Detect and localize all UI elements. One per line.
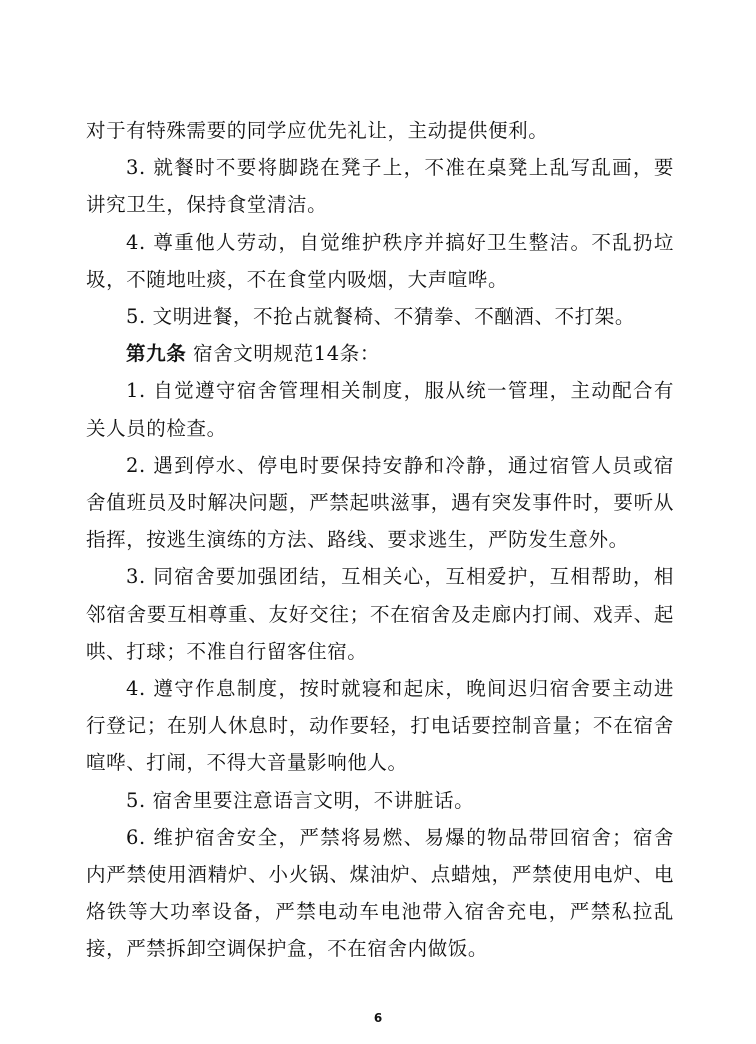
paragraph-rule-6: 6. 维护宿舍安全，严禁将易燃、易爆的物品带回宿舍；宿舍内严禁使用酒精炉、小火锅、煤油炉、点蜡烛，严禁使用电炉、电烙铁等大功率设备，严禁电动车电池带入宿舍充电，严禁私拉乱接，严禁拆卸空调保护盒，不在宿舍内做饭。 xyxy=(86,825,674,961)
paragraph-item-5: 5. 文明进餐，不抢占就餐椅、不猜拳、不酗酒、不打架。 xyxy=(126,305,636,329)
paragraph-rule-1: 1. 自觉遵守宿舍管理相关制度，服从统一管理，主动配合有关人员的检查。 xyxy=(86,379,674,440)
article-label: 第九条 xyxy=(126,342,187,366)
paragraph-continuation: 对于有特殊需要的同学应优先礼让，主动提供便利。 xyxy=(86,119,549,142)
document-body xyxy=(86,112,674,968)
article-heading xyxy=(86,335,674,372)
paragraph-rule-4: 4. 遵守作息制度，按时就寝和起床，晚间迟归宿舍要主动进行登记；在别人休息时，动作要轻，打电话要控制音量；不在宿舍喧哗、打闹，不得大音量影响他人。 xyxy=(86,677,674,775)
page-number: 6 xyxy=(373,1011,383,1025)
paragraph-rule-3: 3. 同宿舍要加强团结，互相关心，互相爱护，互相帮助，相邻宿舍要互相尊重、友好交往；不在宿舍及走廊内打闹、戏弄、起哄、打球；不准自行留客住宿。 xyxy=(86,565,674,663)
paragraph-item-3: 3. 就餐时不要将脚跷在凳子上，不准在桌凳上乱写乱画，要讲究卫生，保持食堂清洁。 xyxy=(86,156,674,217)
paragraph-item-4: 4. 尊重他人劳动，自觉维护秩序并搞好卫生整洁。不乱扔垃圾，不随地吐痰，不在食堂内吸烟，大声喧哗。 xyxy=(86,230,674,291)
paragraph-rule-2: 2. 遇到停水、停电时要保持安静和冷静，通过宿管人员或宿舍值班员及时解决问题，严禁起哄滋事，遇有突发事件时，要听从指挥，按逃生演练的方法、路线、要求逃生，严防发生意外。 xyxy=(86,453,674,552)
paragraph-rule-5: 5. 宿舍里要注意语言文明，不讲脏话。 xyxy=(126,788,475,812)
article-title: 宿舍文明规范14条： xyxy=(186,342,380,366)
